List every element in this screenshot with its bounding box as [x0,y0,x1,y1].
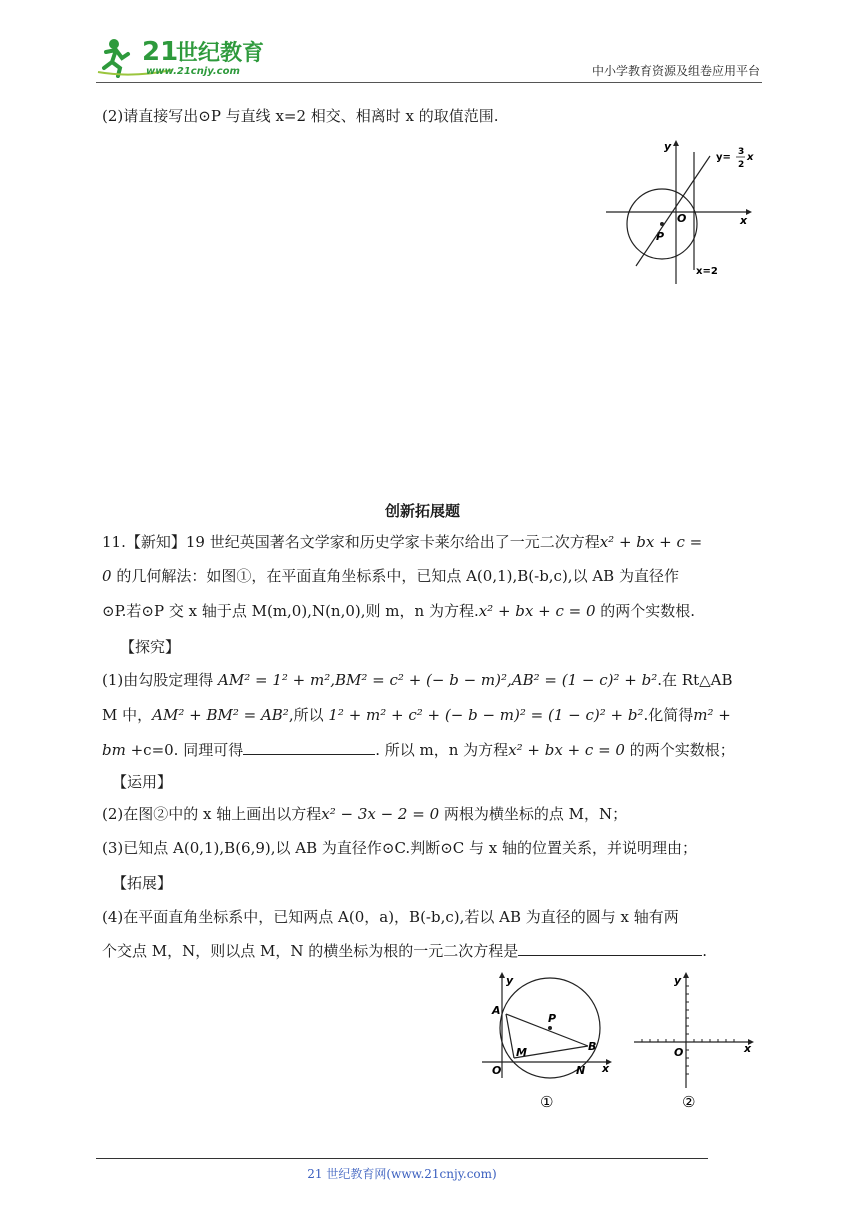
figure-circle-line [600,138,770,288]
y-axis-label: y [506,974,514,987]
b-label: B [588,1040,597,1053]
logo-brand: 世纪教育 [176,41,265,66]
y-axis-label: y [674,974,682,987]
answer-blank-2[interactable] [518,939,702,956]
q11-part4-line1: (4)在平面直角坐标系中，已知两点 A(0，a)，B(-b,c),若以 AB 为直径的圆与 x 轴有两 [102,908,679,926]
figure-2 [630,970,760,1115]
site-logo [92,32,267,82]
runner-icon-head [109,39,119,49]
origin-label: O [492,1064,502,1077]
x-axis-label: x [744,1042,752,1055]
segment-ab [506,1014,588,1046]
q11-line2: 0 的几何解法：如图①，在平面直角坐标系中，已知点 A(0,1),B(-b,c),以 AB 为直径作 [102,567,679,585]
q10-part2: (2)请直接写出⊙P 与直线 x=2 相交、相离时 x 的取值范围. [102,107,499,125]
q11-line3: ⊙P.若⊙P 交 x 轴于点 M(m,0),N(n,0),则 m，n 为方程.x² + bx + c = 0 的两个实数根. [102,602,696,620]
logo-url: www.21cnjy.com [146,66,240,77]
explore-label: 【探究】 [120,638,181,656]
x-axis-label: x [602,1062,610,1075]
m-label: M [516,1046,527,1059]
line-label-den: 2 [738,160,745,170]
q11-part4-line2: 个交点 M，N，则以点 M，N 的横坐标为根的一元二次方程是 . [102,937,707,965]
expand-label: 【拓展】 [112,874,173,892]
y-axis-label: y [664,140,672,153]
section-title: 创新拓展题 [385,502,461,520]
header-platform-text: 中小学教育资源及组卷应用平台 [591,64,760,78]
line-label-prefix: y= [716,152,731,163]
q11-part1-line2: M 中，AM² + BM² = AB²,所以 1² + m² + c² + (− b − m)² = (1 − c)² + b².化简得m² + [102,706,731,724]
point-p [548,1026,552,1030]
footer-link[interactable]: 21 世纪教育网(www.21cnjy.com) [307,1167,497,1181]
tick-marks [642,986,734,1074]
q11-part2: (2)在图②中的 x 轴上画出以方程x² − 3x − 2 = 0 两根为横坐标的点 M，N； [102,805,628,823]
x-axis-label: x [740,214,748,227]
header-divider [96,82,762,83]
line-y-eq-3-2x [636,156,710,266]
q11-part1-line1: (1)由勾股定理得 AM² = 1² + m²,BM² = c² + (− b − m)²,AB² = (1 − c)² + b².在 Rt△AB [102,671,733,689]
logo-number: 21 [142,37,179,67]
p-label: P [548,1012,557,1025]
line-label-var: x [747,152,754,163]
origin-label: O [674,1046,684,1059]
answer-blank-1[interactable] [243,738,375,755]
q11-part3: (3)已知点 A(0,1),B(6,9),以 AB 为直径作⊙C.判断⊙C 与 x 轴的位置关系，并说明理由； [102,839,698,857]
line-label-num: 3 [738,147,745,157]
q11-line1: 11.【新知】19 世纪英国著名文学家和历史学家卡莱尔给出了一元二次方程x² + bx + c = [102,533,703,551]
footer-divider [96,1158,708,1159]
n-label: N [576,1064,586,1077]
apply-label: 【运用】 [112,773,173,791]
figure1-caption: ① [540,1093,554,1111]
p-label: P [656,230,665,243]
runner-icon [104,50,128,76]
figure-1 [478,970,618,1115]
vline-label: x=2 [696,266,718,277]
figure2-caption: ② [682,1093,696,1111]
origin-label: O [677,212,687,225]
segment-am [506,1014,514,1058]
q11-part1-line3: bm +c=0. 同理可得 . 所以 m，n 为方程x² + bx + c = 0 的两个实数根； [102,736,735,764]
a-label: A [492,1004,501,1017]
